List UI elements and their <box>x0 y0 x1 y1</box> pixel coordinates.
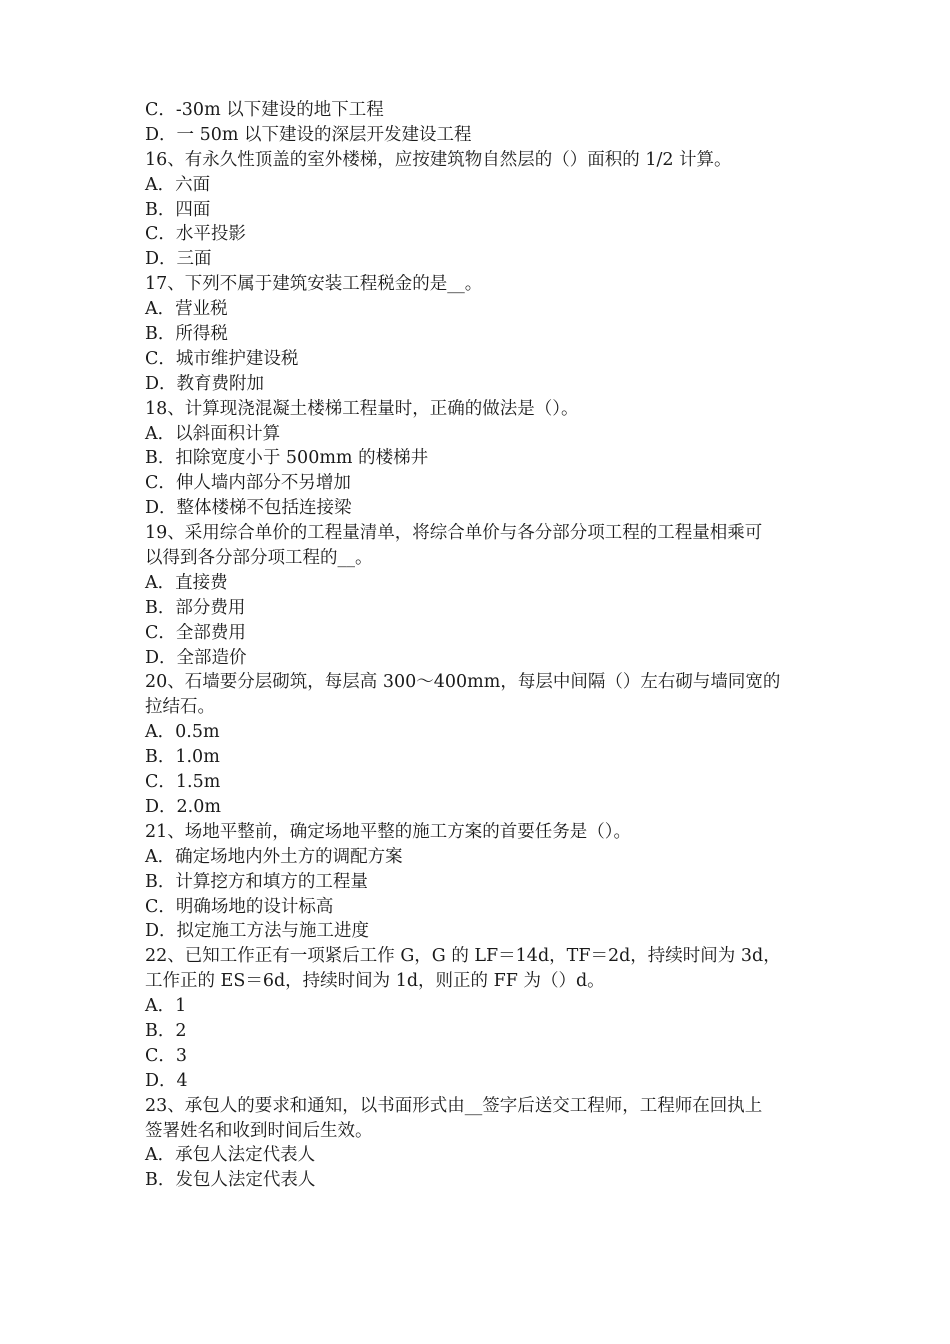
answer-option: A．直接费 <box>145 572 228 593</box>
question-line: 22、已知工作正有一项紧后工作 G，G 的 LF＝14d，TF＝2d，持续时间为 3d， <box>145 946 781 967</box>
question-text <box>145 820 815 845</box>
question-text <box>145 944 815 994</box>
answer-option: C．3 <box>145 1045 188 1066</box>
answer-option: D．教育费附加 <box>145 373 265 394</box>
answer-option: B．所得税 <box>145 324 228 345</box>
question-line: 21、场地平整前，确定场地平整的施工方案的首要任务是（）。 <box>145 821 632 842</box>
question-text <box>145 1094 815 1144</box>
question-line: 19、采用综合单价的工程量清单，将综合单价与各分部分项工程的工程量相乘可 <box>145 523 763 544</box>
question-line: 23、承包人的要求和通知，以书面形式由__签字后送交工程师，工程师在回执上 <box>145 1095 763 1116</box>
answer-option: C．-30m 以下建设的地下工程 <box>145 100 384 120</box>
answer-option: A．确定场地内外土方的调配方案 <box>145 846 403 867</box>
answer-option: D．三面 <box>145 249 212 270</box>
answer-option: C．1.5m <box>145 772 221 793</box>
answer-option: C．明确场地的设计标高 <box>145 896 334 917</box>
question-text <box>145 272 815 297</box>
question-text <box>145 397 815 422</box>
answer-option: D．拟定施工方法与施工进度 <box>145 921 370 942</box>
question-line: 工作正的 ES＝6d，持续时间为 1d，则正的 FF 为（）d。 <box>145 971 605 992</box>
question-line: 以得到各分部分项工程的__。 <box>145 548 373 569</box>
answer-option: A．六面 <box>145 174 211 195</box>
answer-option: A．承包人法定代表人 <box>145 1145 316 1166</box>
answer-option: B．1.0m <box>145 747 220 768</box>
answer-option: A．营业税 <box>145 299 228 320</box>
document-body <box>145 98 815 1193</box>
answer-option: B．发包人法定代表人 <box>145 1170 316 1191</box>
answer-option: B．部分费用 <box>145 597 246 618</box>
answer-option: A．0.5m <box>145 722 220 743</box>
question-line: 17、下列不属于建筑安装工程税金的是__。 <box>145 274 483 295</box>
answer-option: C．城市维护建设税 <box>145 348 299 369</box>
answer-option: C．全部费用 <box>145 622 246 643</box>
answer-option: D．2.0m <box>145 796 221 817</box>
answer-option: B．四面 <box>145 199 211 220</box>
question-line: 18、计算现浇混凝土楼梯工程量时，正确的做法是（）。 <box>145 398 579 419</box>
answer-option: A．1 <box>145 996 187 1017</box>
answer-option: D．整体楼梯不包括连接梁 <box>145 498 352 519</box>
answer-option: D．全部造价 <box>145 647 247 668</box>
question-text <box>145 521 815 571</box>
question-text <box>145 670 815 720</box>
question-text <box>145 148 815 173</box>
question-line: 签署姓名和收到时间后生效。 <box>145 1120 373 1141</box>
answer-option: B．计算挖方和填方的工程量 <box>145 871 368 892</box>
answer-option: A．以斜面积计算 <box>145 423 281 444</box>
answer-option: B．2 <box>145 1020 187 1041</box>
question-line: 拉结石。 <box>145 697 215 718</box>
answer-option: D．一 50m 以下建设的深层开发建设工程 <box>145 124 472 145</box>
answer-option: C．伸人墙内部分不另增加 <box>145 473 351 494</box>
answer-option: B．扣除宽度小于 500mm 的楼梯井 <box>145 448 429 469</box>
question-line: 20、石墙要分层砌筑，每层高 300～400mm，每层中间隔（）左右砌与墙同宽的 <box>145 672 781 693</box>
answer-option: D．4 <box>145 1070 188 1091</box>
question-line: 16、有永久性顶盖的室外楼梯，应按建筑物自然层的（）面积的 1/2 计算。 <box>145 149 732 170</box>
answer-option: C．水平投影 <box>145 224 246 245</box>
